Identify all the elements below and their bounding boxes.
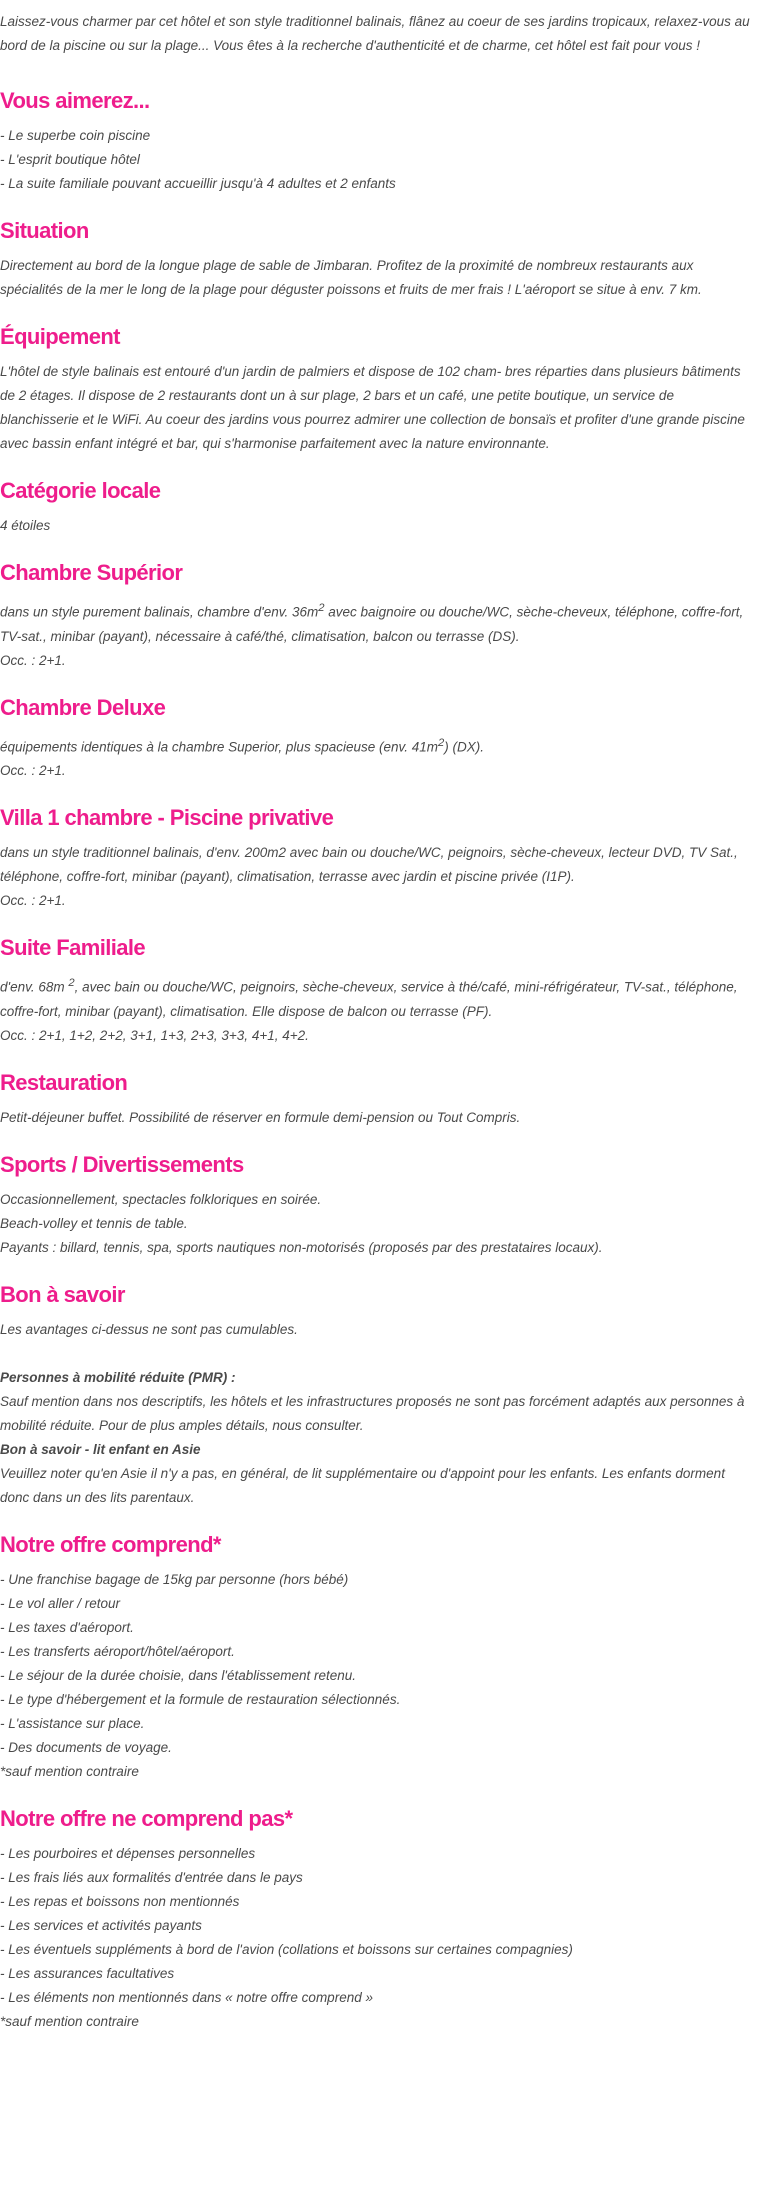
- list-item: - Les assurances facultatives: [0, 1965, 175, 1981]
- list-item: - Des documents de voyage.: [0, 1739, 172, 1755]
- list-item: - Les éléments non mentionnés dans « notre offre comprend »: [0, 1989, 373, 2005]
- section-chambre-deluxe: [0, 693, 754, 784]
- room-text-start: dans un style purement balinais, chambre d'env. 36m: [0, 604, 319, 620]
- section-vous-aimerez: [0, 86, 754, 196]
- section-title: Bon à savoir: [0, 1281, 125, 1307]
- section-title: Sports / Divertissements: [0, 1151, 244, 1177]
- section-equipement: [0, 322, 754, 456]
- footnote: *sauf mention contraire: [0, 2013, 139, 2029]
- list-item: - La suite familiale pouvant accueillir jusqu'à 4 adultes et 2 enfants: [0, 176, 396, 191]
- asie-title: Bon à savoir - lit enfant en Asie: [0, 1441, 201, 1457]
- room-text-end: avec baignoire ou douche/WC, sèche-cheveux, téléphone, coffre-fort, TV-sat., minibar (payant), nécessaire à café/thé, climatisation, balcon ou terrasse (DS).: [0, 604, 744, 644]
- section-bon-a-savoir: [0, 1280, 754, 1510]
- section-text: Directement au bord de la longue plage de sable de Jimbaran. Profitez de la proximité de nombreux restaurants aux spécialités de la mer le long de la plage pour déguster poissons et fruits de mer frais ! L'aéroport se situe à env. 7 km.: [0, 258, 702, 297]
- room-text-start: d'env. 68m: [0, 979, 69, 995]
- asie-text: Veuillez noter qu'en Asie il n'y a pas, en général, de lit supplémentaire ou d'appoint pour les enfants. Les enfants dorment donc dans un des lits parentaux.: [0, 1465, 725, 1505]
- room-description: [0, 971, 754, 1024]
- footnote: *sauf mention contraire: [0, 1763, 139, 1779]
- room-occupancy: Occ. : 2+1.: [0, 652, 66, 668]
- section-suite-familiale: [0, 933, 754, 1048]
- section-title: Chambre Deluxe: [0, 694, 166, 720]
- section-title: Villa 1 chambre - Piscine privative: [0, 805, 334, 830]
- excluded-list: [0, 1842, 754, 2010]
- list-item: - Les éventuels suppléments à bord de l'avion (collations et boissons sur certaines compagnies): [0, 1941, 573, 1957]
- pmr-title: Personnes à mobilité réduite (PMR) :: [0, 1369, 236, 1385]
- list-item: - Les pourboires et dépenses personnelles: [0, 1845, 256, 1861]
- section-villa: [0, 803, 754, 913]
- list-item: - Les services et activités payants: [0, 1917, 202, 1933]
- list-item: - Le superbe coin piscine: [0, 128, 151, 143]
- room-text-end: ) (DX).: [444, 739, 485, 754]
- section-title: Équipement: [0, 324, 120, 349]
- list-item: - Les repas et boissons non mentionnés: [0, 1893, 240, 1909]
- list-item: - Le séjour de la durée choisie, dans l'établissement retenu.: [0, 1667, 357, 1683]
- room-description: dans un style traditionnel balinais, d'env. 200m2 avec bain ou douche/WC, peignoirs, sèche-cheveux, lecteur DVD, TV Sat., téléphone, coffre-fort, minibar (payant), climatisation, terrasse avec jardin et piscine privée (I1P).: [0, 845, 738, 884]
- section-text: Petit-déjeuner buffet. Possibilité de réserver en formule demi-pension ou Tout Compris.: [0, 1109, 521, 1125]
- section-title: Catégorie locale: [0, 478, 161, 503]
- list-item: - Le type d'hébergement et la formule de restauration sélectionnés.: [0, 1691, 401, 1707]
- section-title: Restauration: [0, 1069, 128, 1095]
- intro-text: Laissez-vous charmer par cet hôtel et son style traditionnel balinais, flânez au coeur de ses jardins tropicaux, relaxez-vous au bord de la piscine ou sur la plage... Vous êtes à la recherche d'authenticité et de charme, cet hôtel est fait pour vous !: [0, 14, 750, 53]
- room-description: [0, 731, 754, 760]
- section-title: Notre offre ne comprend pas*: [0, 1805, 293, 1831]
- room-occupancy: Occ. : 2+1.: [0, 763, 66, 778]
- included-list: [0, 1568, 754, 1760]
- section-title: Notre offre comprend*: [0, 1531, 221, 1557]
- section-text: Les avantages ci-dessus ne sont pas cumulables.: [0, 1321, 298, 1337]
- list-item: - Les frais liés aux formalités d'entrée dans le pays: [0, 1869, 303, 1885]
- list-item: - Les taxes d'aéroport.: [0, 1619, 134, 1635]
- list-item: - L'assistance sur place.: [0, 1715, 145, 1731]
- section-chambre-superior: [0, 558, 754, 673]
- list-item: - Les transferts aéroport/hôtel/aéroport.: [0, 1643, 235, 1659]
- section-categorie: [0, 476, 754, 538]
- highlights-list: [0, 124, 754, 196]
- section-title: Vous aimerez...: [0, 88, 150, 113]
- section-restauration: [0, 1068, 754, 1130]
- room-occupancy: Occ. : 2+1.: [0, 893, 66, 908]
- room-text-end: , avec bain ou douche/WC, peignoirs, sèche-cheveux, service à thé/café, mini-réfrigérateur, TV-sat., téléphone, coffre-fort, minibar (payant), climatisation. Elle dispose de balcon ou terrasse (PF).: [0, 979, 738, 1019]
- section-sports: [0, 1150, 754, 1260]
- section-offre-comprend: [0, 1530, 754, 1784]
- section-line: Payants : billard, tennis, spa, sports nautiques non-motorisés (proposés par des prestataires locaux).: [0, 1239, 603, 1255]
- room-text-start: équipements identiques à la chambre Superior, plus spacieuse (env. 41m: [0, 739, 439, 754]
- section-situation: [0, 216, 754, 302]
- section-text: 4 étoiles: [0, 518, 51, 533]
- section-line: Beach-volley et tennis de table.: [0, 1215, 188, 1231]
- superscript: 2: [68, 977, 75, 989]
- section-text: L'hôtel de style balinais est entouré d'un jardin de palmiers et dispose de 102 cham- bres réparties dans plusieurs bâtiments de 2 étages. Il dispose de 2 restaurants dont un à sur plage, 2 bars et un café, une petite boutique, un service de blanchisserie et le WiFi. Au coeur des jardins vous pourrez admirer une collection de bonsaïs et profiter d'une grande piscine avec bassin enfant intégré et bar, qui s'harmonise parfaitement avec la nature environnante.: [0, 364, 745, 451]
- spacer: [0, 1342, 754, 1366]
- room-description: [0, 596, 754, 649]
- list-item: - Le vol aller / retour: [0, 1595, 121, 1611]
- list-item: - Une franchise bagage de 15kg par personne (hors bébé): [0, 1571, 349, 1587]
- section-line: Occasionnellement, spectacles folkloriques en soirée.: [0, 1191, 322, 1207]
- pmr-text: Sauf mention dans nos descriptifs, les hôtels et les infrastructures proposés ne sont pas forcément adaptés aux personnes à mobilité réduite. Pour de plus amples détails, nous consulter.: [0, 1393, 745, 1433]
- section-title: Chambre Supérior: [0, 560, 183, 585]
- section-title: Suite Familiale: [0, 935, 146, 960]
- section-offre-ne-comprend: [0, 1804, 754, 2034]
- superscript: 2: [438, 736, 445, 749]
- room-occupancy: Occ. : 2+1, 1+2, 2+2, 3+1, 1+3, 2+3, 3+3, 4+1, 4+2.: [0, 1027, 309, 1043]
- superscript: 2: [318, 602, 325, 614]
- list-item: - L'esprit boutique hôtel: [0, 152, 140, 167]
- section-title: Situation: [0, 218, 89, 243]
